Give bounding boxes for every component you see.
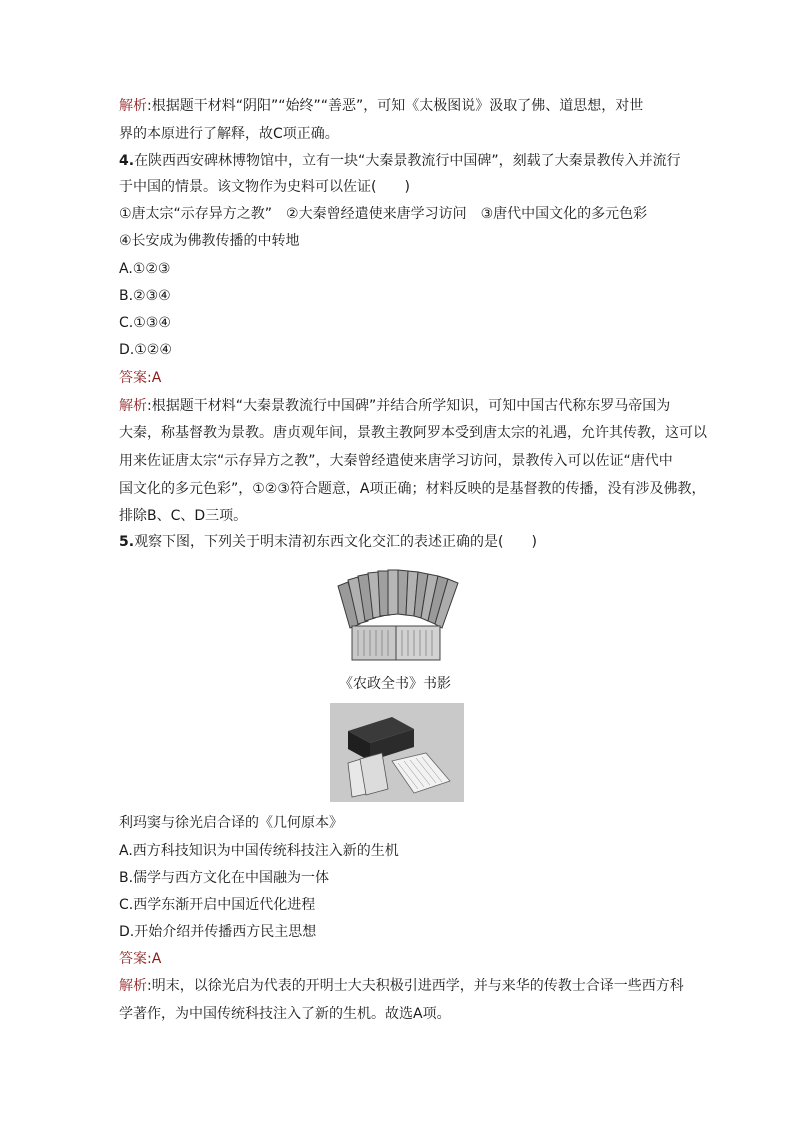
q5-option-d: D.开始介绍并传播西方民主思想 (119, 924, 317, 940)
nongzheng-quanshu-image (330, 566, 464, 664)
analysis-label: 解析 (119, 398, 147, 414)
jihe-yuanben-image (330, 703, 464, 802)
q4-stem-text: 在陕西西安碑林博物馆中，立有一块“大秦景教流行中国碑”，刻载了大秦景教传入并流行 (134, 153, 681, 169)
analysis-text: :明末，以徐光启为代表的开明士大夫积极引进西学，并与来华的传教士合译一些西方科 (147, 978, 684, 994)
analysis-text: :根据题干材料“大秦景教流行中国碑”并结合所学知识，可知中国古代称东罗马帝国为 (147, 398, 671, 414)
q4-analysis-line-1 (119, 396, 679, 416)
prev-analysis-line-1 (119, 96, 679, 116)
q4-option-b: B.②③④ (119, 288, 171, 304)
caption-jihe-yuanben: 利玛窦与徐光启合译的《几何原本》 (119, 815, 343, 831)
analysis-label: 解析 (119, 98, 147, 114)
q5-option-c: C.西学东渐开启中国近代化进程 (119, 897, 316, 913)
q5-option-a: A.西方科技知识为中国传统科技注入新的生机 (119, 843, 399, 859)
q4-items-line-2: ④长安成为佛教传播的中转地 (119, 233, 300, 249)
q4-stem-line-2: 于中国的情景。该文物作为史料可以佐证( ) (119, 179, 410, 195)
caption-nongzheng-quanshu: 《农政全书》书影 (339, 676, 451, 692)
analysis-text: :根据题干材料“阴阳”“始终”“善恶”，可知《太极图说》汲取了佛、道思想，对世 (147, 98, 644, 114)
q4-option-c: C.①③④ (119, 315, 171, 331)
q5-stem (119, 532, 679, 552)
q4-number: 4. (119, 153, 135, 169)
q4-answer: 答案:A (119, 370, 162, 386)
q5-number: 5. (119, 534, 135, 550)
q4-items-line-1: ①唐太宗“示存异方之教” ②大秦曾经遣使来唐学习访问 ③唐代中国文化的多元色彩 (119, 206, 648, 222)
q4-analysis-line-4: 国文化的多元色彩”，①②③符合题意，A项正确；材料反映的是基督教的传播，没有涉及佛教， (119, 481, 706, 497)
q4-analysis-line-2: 大秦，称基督教为景教。唐贞观年间，景教主教阿罗本受到唐太宗的礼遇，允许其传教，这可以 (119, 425, 707, 441)
analysis-label: 解析 (119, 978, 147, 994)
q4-option-a: A.①②③ (119, 261, 171, 277)
q5-answer: 答案:A (119, 951, 162, 967)
q5-stem-text: 观察下图，下列关于明末清初东西文化交汇的表述正确的是( ) (134, 534, 537, 550)
q5-option-b: B.儒学与西方文化在中国融为一体 (119, 870, 330, 886)
prev-analysis-line-2: 界的本原进行了解释，故C项正确。 (119, 126, 339, 142)
q5-analysis-line-1 (119, 976, 684, 996)
q5-analysis-line-2: 学著作，为中国传统科技注入了新的生机。故选A项。 (119, 1006, 451, 1022)
q4-stem-line-1 (119, 151, 679, 171)
q4-option-d: D.①②④ (119, 342, 172, 358)
q4-analysis-line-5: 排除B、C、D三项。 (119, 508, 248, 524)
q4-analysis-line-3: 用来佐证唐太宗“示存异方之教”，大秦曾经遣使来唐学习访问，景教传入可以佐证“唐代中 (119, 453, 673, 469)
